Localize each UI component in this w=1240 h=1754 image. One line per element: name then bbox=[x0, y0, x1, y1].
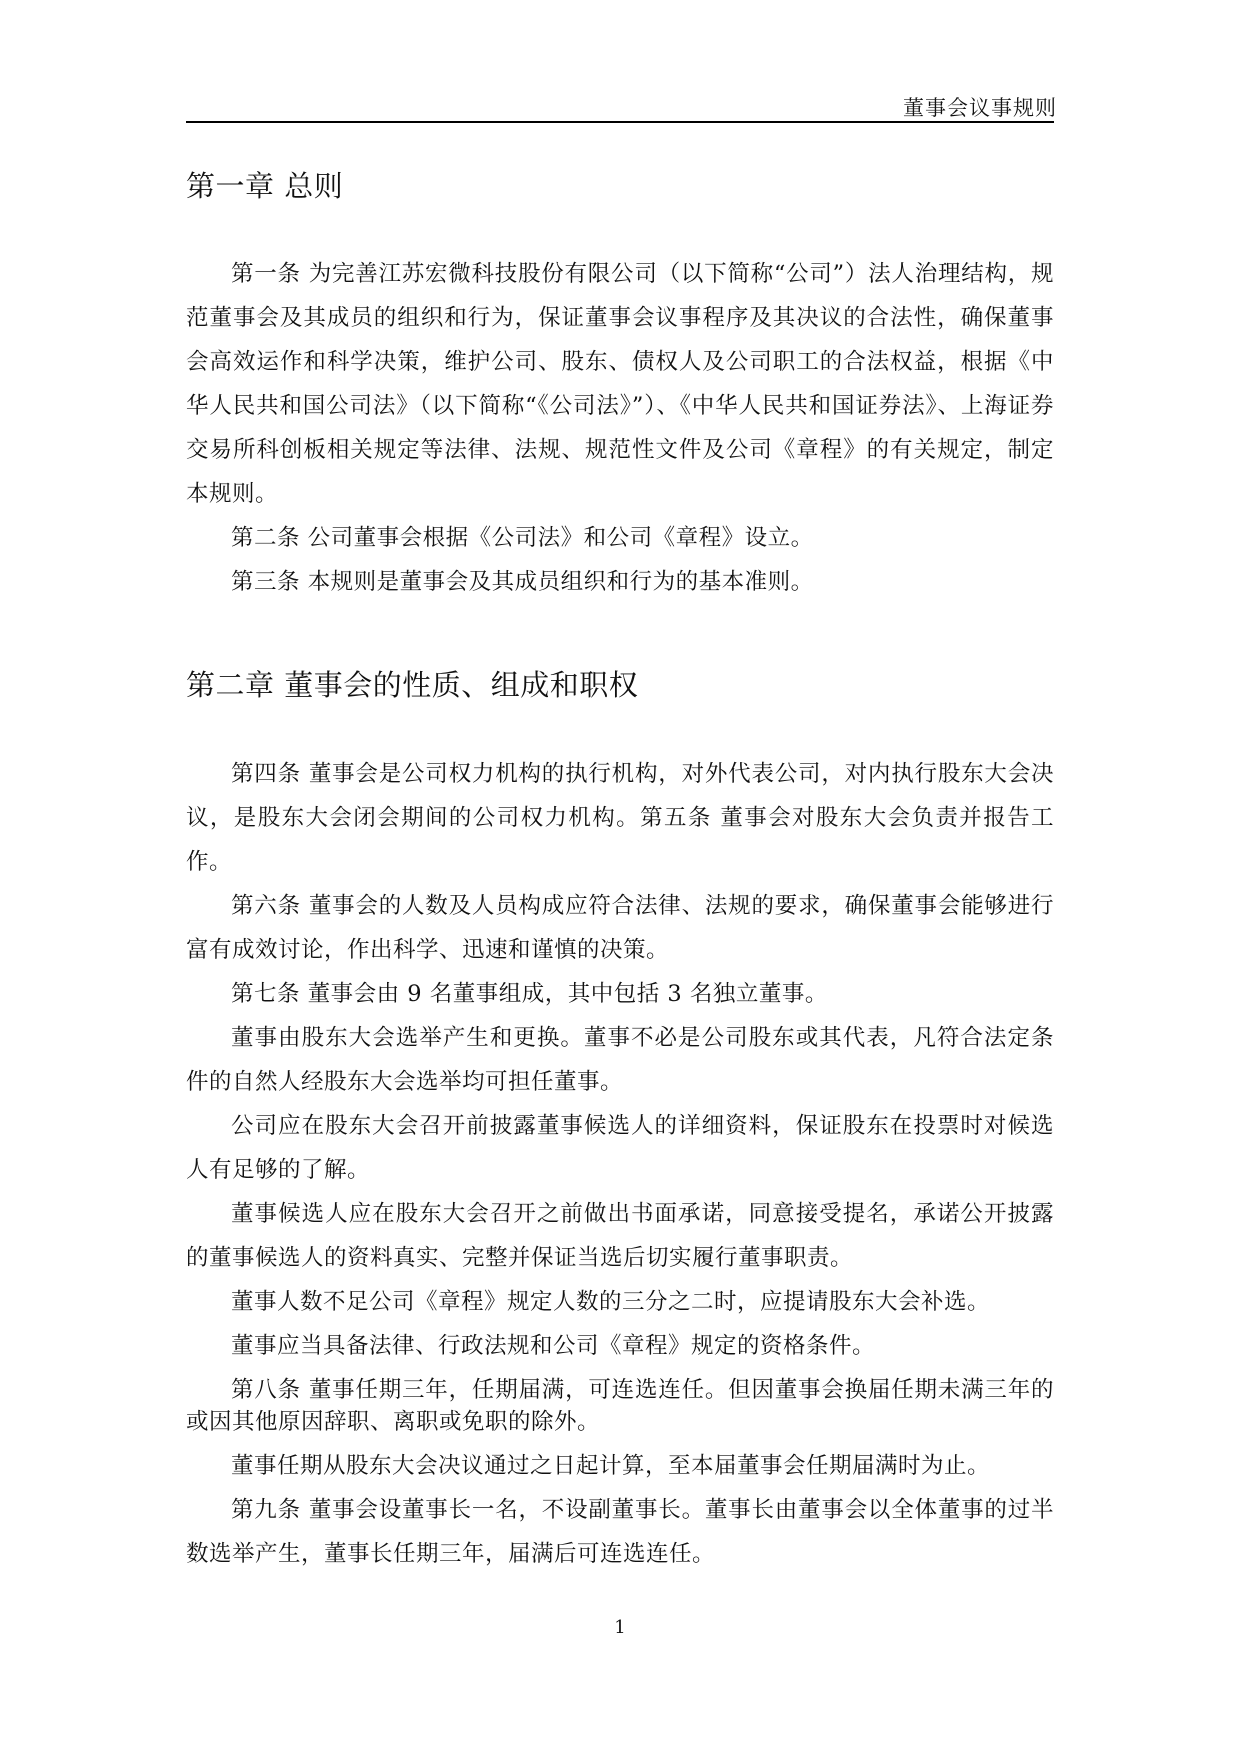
article-4-5: 第四条 董事会是公司权力机构的执行机构，对外代表公司，对内执行股东大会决议，是股东大会闭会期间的公司权力机构。第五条 董事会对股东大会负责并报告工作。 bbox=[186, 761, 1054, 875]
article-3: 第三条 本规则是董事会及其成员组织和行为的基本准则。 bbox=[231, 569, 814, 595]
article-8-term-start: 董事任期从股东大会决议通过之日起计算，至本届董事会任期届满时为止。 bbox=[231, 1453, 991, 1479]
article-7-qualification: 董事应当具备法律、行政法规和公司《章程》规定的资格条件。 bbox=[231, 1333, 876, 1359]
article-7-commitment: 董事候选人应在股东大会召开之前做出书面承诺，同意接受提名，承诺公开披露的董事候选人的资料真实、完整并保证当选后切实履行董事职责。 bbox=[186, 1201, 1054, 1271]
chapter-1-body bbox=[186, 252, 1054, 604]
article-9: 第九条 董事会设董事长一名，不设副董事长。董事长由董事会以全体董事的过半数选举产生，董事长任期三年，届满后可连选连任。 bbox=[186, 1497, 1054, 1567]
header-divider bbox=[186, 121, 1054, 123]
chapter-1-title: 第一章 总则 bbox=[186, 169, 344, 203]
article-8: 第八条 董事任期三年，任期届满，可连选连任。但因董事会换届任期未满三年的或因其他原因辞职、离职或免职的除外。 bbox=[186, 1377, 1054, 1435]
chapter-2-title: 第二章 董事会的性质、组成和职权 bbox=[186, 668, 639, 702]
running-header-title: 董事会议事规则 bbox=[903, 96, 1057, 120]
article-7-election: 董事由股东大会选举产生和更换。董事不必是公司股东或其代表，凡符合法定条件的自然人经股东大会选举均可担任董事。 bbox=[186, 1025, 1054, 1095]
article-7-by-election: 董事人数不足公司《章程》规定人数的三分之二时，应提请股东大会补选。 bbox=[231, 1289, 991, 1315]
page-number: 1 bbox=[614, 1617, 626, 1638]
article-2: 第二条 公司董事会根据《公司法》和公司《章程》设立。 bbox=[231, 525, 814, 551]
article-6: 第六条 董事会的人数及人员构成应符合法律、法规的要求，确保董事会能够进行富有成效讨论，作出科学、迅速和谨慎的决策。 bbox=[186, 893, 1054, 963]
article-7-disclosure: 公司应在股东大会召开前披露董事候选人的详细资料，保证股东在投票时对候选人有足够的了解。 bbox=[186, 1113, 1054, 1183]
chapter-2-body bbox=[186, 752, 1054, 1576]
article-1: 第一条 为完善江苏宏微科技股份有限公司（以下简称“公司”）法人治理结构，规范董事会及其成员的组织和行为，保证董事会议事程序及其决议的合法性，确保董事会高效运作和科学决策，维护公司、股东、债权人及公司职工的合法权益，根据《中华人民共和国公司法》（以下简称“《公司法》”）、《中华人民共和国证券法》、上海证券交易所科创板相关规定等法律、法规、规范性文件及公司《章程》的有关规定，制定本规则。 bbox=[186, 261, 1054, 507]
article-7: 第七条 董事会由 9 名董事组成，其中包括 3 名独立董事。 bbox=[231, 981, 828, 1007]
